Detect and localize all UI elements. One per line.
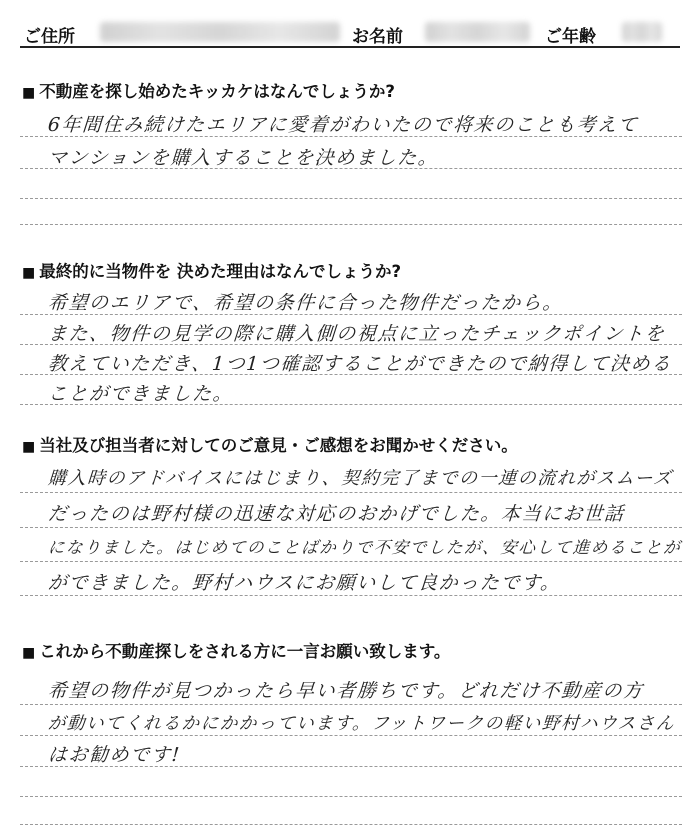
ruled-line — [20, 704, 682, 705]
ruled-line — [20, 344, 682, 345]
age-label: ご年齢 — [545, 27, 596, 47]
survey-section-feedback — [0, 432, 700, 602]
answer-line: マンションを購入することを決めました。 — [47, 147, 440, 169]
ruled-line — [20, 527, 682, 528]
answer-line: が動いてくれるかにかかっています。フットワークの軽い野村ハウスさん — [47, 714, 676, 734]
ruled-line — [20, 224, 682, 225]
bullet-square-icon: ■ — [22, 645, 36, 661]
ruled-line — [20, 374, 682, 375]
customer-info-header — [0, 0, 700, 52]
ruled-line — [20, 824, 682, 825]
ruled-line — [20, 595, 682, 596]
answer-line: 購入時のアドバイスにはじまり、契約完了までの一連の流れがスムーズ — [47, 468, 674, 489]
bullet-square-icon: ■ — [22, 439, 36, 455]
ruled-line — [20, 735, 682, 736]
survey-section-trigger — [0, 78, 700, 228]
ruled-line — [20, 492, 682, 493]
answer-line: また、物件の見学の際に購入側の視点に立ったチェックポイントを — [47, 323, 667, 345]
header-underline — [20, 46, 680, 48]
section-question: ■ 当社及び担当者に対してのご意見・ご感想をお聞かせください。 — [22, 436, 518, 455]
answer-line: ことができました。 — [47, 383, 235, 405]
address-label: ご住所 — [24, 27, 75, 47]
answer-line: ができました。野村ハウスにお願いして良かったです。 — [47, 572, 562, 594]
ruled-line — [20, 404, 682, 405]
age-value-redacted — [622, 22, 662, 42]
name-value-redacted — [425, 22, 530, 42]
ruled-line — [20, 136, 682, 137]
survey-section-advice — [0, 638, 700, 828]
ruled-line — [20, 796, 682, 797]
answer-line: 希望の物件が見つかったら早い者勝ちです。どれだけ不動産の方 — [47, 680, 645, 702]
answer-line: 6年間住み続けたエリアに愛着がわいたので将来のことも考えて — [47, 114, 640, 136]
survey-section-reason — [0, 258, 700, 408]
bullet-square-icon: ■ — [22, 85, 36, 101]
answer-line: になりました。はじめてのことばかりで不安でしたが、安心して進めることが — [47, 538, 683, 557]
ruled-line — [20, 314, 682, 315]
ruled-line — [20, 561, 682, 562]
answer-line: 希望のエリアで、希望の条件に合った物件だったから。 — [47, 292, 564, 314]
section-question: ■ 最終的に当物件を 決めた理由はなんでしょうか? — [22, 262, 402, 281]
address-value-redacted — [100, 22, 340, 42]
section-question: ■ これから不動産探しをされる方に一言お願い致します。 — [22, 642, 451, 661]
answer-line: 教えていただき、1つ1つ確認することができたので納得して決める — [47, 353, 673, 375]
bullet-square-icon: ■ — [22, 265, 36, 281]
section-question: ■ 不動産を探し始めたキッカケはなんでしょうか? — [22, 82, 395, 101]
ruled-line — [20, 168, 682, 169]
answer-line: だったのは野村様の迅速な対応のおかげでした。本当にお世話 — [47, 503, 626, 525]
ruled-line — [20, 766, 682, 767]
ruled-line — [20, 198, 682, 199]
answer-line: はお勧めです! — [47, 744, 182, 766]
name-label: お名前 — [352, 27, 403, 47]
